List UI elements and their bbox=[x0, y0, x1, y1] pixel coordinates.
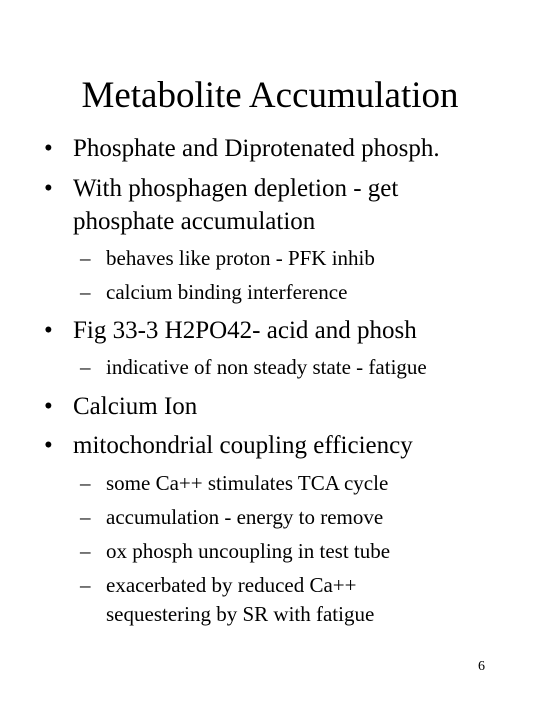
bullet-icon: • bbox=[44, 175, 53, 202]
subbullet-text: exacerbated by reduced Ca++ bbox=[106, 573, 357, 597]
subbullet-text: calcium binding interference bbox=[106, 280, 348, 304]
page-number: 6 bbox=[478, 659, 485, 674]
dash-icon: – bbox=[80, 539, 91, 563]
bullet-text: With phosphagen depletion - get bbox=[73, 175, 399, 202]
bullet-text: Calcium Ion bbox=[73, 393, 198, 420]
bullet-text: mitochondrial coupling efficiency bbox=[73, 432, 413, 459]
bullet-text: Fig 33-3 H2PO42- acid and phosh bbox=[73, 317, 417, 344]
bullet-text: Phosphate and Diprotenated phosph. bbox=[73, 135, 440, 162]
subbullet-text: ox phosph uncoupling in test tube bbox=[106, 539, 391, 563]
dash-icon: – bbox=[80, 280, 91, 304]
subbullet-text: accumulation - energy to remove bbox=[106, 505, 384, 529]
bullet-text: phosphate accumulation bbox=[73, 208, 316, 235]
subbullet-text: indicative of non steady state - fatigue bbox=[106, 355, 427, 379]
dash-icon: – bbox=[80, 246, 91, 270]
dash-icon: – bbox=[80, 471, 91, 495]
subbullet-text: some Ca++ stimulates TCA cycle bbox=[106, 471, 389, 495]
bullet-icon: • bbox=[44, 317, 53, 344]
bullet-icon: • bbox=[44, 135, 53, 162]
bullet-icon: • bbox=[44, 393, 53, 420]
subbullet-text: behaves like proton - PFK inhib bbox=[106, 246, 375, 270]
slide-title: Metabolite Accumulation bbox=[81, 75, 459, 116]
dash-icon: – bbox=[80, 355, 91, 379]
bullet-icon: • bbox=[44, 432, 53, 459]
subbullet-text: sequestering by SR with fatigue bbox=[106, 602, 375, 626]
dash-icon: – bbox=[80, 573, 91, 597]
dash-icon: – bbox=[80, 505, 91, 529]
